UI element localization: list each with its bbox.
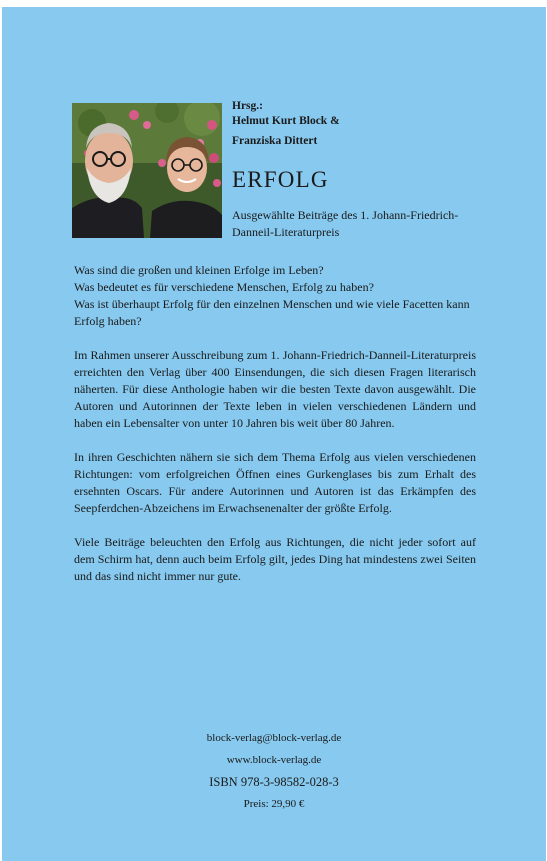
isbn-number: ISBN 978-3-98582-028-3: [209, 775, 339, 789]
book-subtitle: Ausgewählte Beiträge des 1. Johann-Friedrich-Danneil-Literaturpreis: [232, 208, 459, 239]
book-title: ERFOLG: [232, 167, 329, 192]
publisher-website: www.block-verlag.de: [226, 754, 322, 766]
price-label: Preis: 29,90 €: [243, 798, 305, 810]
publisher-email: block-verlag@block-verlag.de: [206, 732, 342, 744]
blurb-paragraph: Viele Beiträge beleuchten den Erfolg aus Richtungen, die nicht jeder sofort auf dem Schirm hat, denn auch beim Erfolg gilt, jedes Ding hat mindestens zwei Seiten und das sind nicht immer nur gute.: [74, 535, 476, 583]
question-line: Was ist überhaupt Erfolg für den einzelnen Menschen und wie viele Facetten kann Erfolg haben?: [74, 297, 470, 328]
editors-block: [232, 99, 340, 149]
blurb-paragraph: Im Rahmen unserer Ausschreibung zum 1. Johann-Friedrich-Danneil-Literaturpreis erreichten den Verlag über 400 Einsendungen, die sich diesen Fragen literarisch näherten. Für diese Anthologie haben wir die besten Texte davon ausgewählt. Die Autoren und Autorinnen der Texte leben in vielen verschiedenen Ländern und haben ein Lebensalter von unter 10 Jahren bis weit über 80 Jahren.: [74, 348, 476, 430]
editor-name: Helmut Kurt Block &: [232, 115, 340, 127]
editor-name: Franziska Dittert: [232, 135, 318, 147]
blurb-text: [74, 262, 476, 602]
question-line: Was sind die großen und kleinen Erfolge im Leben?: [74, 263, 324, 277]
editors-label: Hrsg.:: [232, 100, 263, 112]
blurb-paragraph: In ihren Geschichten nähern sie sich dem Thema Erfolg aus vielen verschiedenen Richtungen: vom erfolgreichen Öffnen eines Gurkenglases bis zum Erhalt des ersehnten Oscars. Für andere Autorinnen und Autoren ist das Erkämpfen des Seepferdchen-Abzeichens im Erwachsenenalter der größte Erfolg.: [74, 450, 476, 515]
author-photo: [72, 103, 222, 238]
book-back-cover: [2, 7, 546, 861]
publisher-footer: [2, 727, 546, 815]
question-line: Was bedeutet es für verschiedene Menschen, Erfolg zu haben?: [74, 280, 374, 294]
questions-paragraph: [74, 262, 476, 330]
